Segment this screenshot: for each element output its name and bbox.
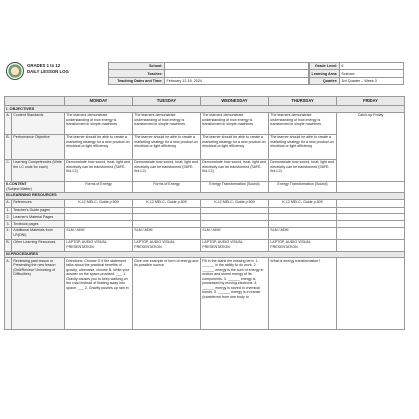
references-row xyxy=(5,199,405,207)
competencies-thursday: Demonstrate how sound, heat, light and electricity can be transformed (S6FE-IIId-f-2) xyxy=(269,159,337,181)
content-thursday: Energy Transformation (Sound) xyxy=(269,181,337,192)
other-resources-row xyxy=(5,239,405,251)
additional-materials-monday: SLM / ADM xyxy=(65,227,133,239)
teacher-value xyxy=(165,70,309,77)
performance-wednesday: The learner should be able to create a marketing strategy for a new product on electrical or light efficiency xyxy=(201,134,269,159)
references-wednesday: K-12 MELC- Guide p.509 xyxy=(201,199,269,207)
tg-pages-tuesday xyxy=(133,207,201,214)
tg-pages-label: Teacher's Guide pages xyxy=(12,207,65,214)
day-header-tuesday: TUESDAY xyxy=(133,97,201,106)
content-standards-row xyxy=(5,112,405,134)
additional-materials-thursday: SLM / ADM xyxy=(269,227,337,239)
content-friday xyxy=(337,181,405,192)
school-value xyxy=(165,63,309,70)
procedures-section-row xyxy=(5,251,405,258)
other-resources-letter: B. xyxy=(5,239,12,251)
lm-pages-friday xyxy=(337,214,405,221)
additional-materials-friday xyxy=(337,227,405,239)
content-label-cell xyxy=(5,181,65,192)
content-standards-letter: A. xyxy=(5,112,12,134)
header-right-table xyxy=(309,62,404,85)
school-label: School: xyxy=(109,63,165,70)
lm-pages-wednesday xyxy=(201,214,269,221)
references-monday: K-12 MELC- Guide p.509 xyxy=(65,199,133,207)
competencies-label: Learning Competencies (Write the LC code for each) xyxy=(12,159,65,181)
performance-thursday: The learner should be able to create a marketing strategy for a new product on electrical or light efficiency xyxy=(269,134,337,159)
content-tuesday: Forms of Energy xyxy=(133,181,201,192)
other-resources-thursday: LAPTOP, AUDIO VISUAL PRESENTATION xyxy=(269,239,337,251)
lm-pages-row xyxy=(5,214,405,221)
area-label: Learning Area: xyxy=(311,71,338,76)
review-thursday: What is energy transformation? xyxy=(269,258,337,330)
review-friday xyxy=(337,258,405,330)
log-title: DAILY LESSON LOG xyxy=(27,69,69,74)
day-header-monday: MONDAY xyxy=(65,97,133,106)
content-standards-monday: The learners demonstrate understanding of how energy is transformed in simple machines xyxy=(65,112,133,134)
day-header-row xyxy=(5,97,405,106)
other-resources-wednesday: LAPTOP, AUDIO VISUAL PRESENTATION xyxy=(201,239,269,251)
textbook-pages-tuesday xyxy=(133,220,201,227)
competencies-monday: Demonstrate how sound, heat, light and electricity can be transformed (S6FE-IIId-f-2) xyxy=(65,159,133,181)
log-title-block xyxy=(27,63,69,75)
school-title: GRADES 1 to 12 xyxy=(27,63,61,68)
review-monday: Directions: Choose G if the statement talks about the practical benefits of gravity; otherwise, choose B. Write your answer on the space provided. ___ 1. Gravity causes you to keep walking on the road instead of floating away into space. ___ 2. Gravity pushes up rain in xyxy=(65,258,133,330)
tg-pages-wednesday xyxy=(201,207,269,214)
grade-label: Grade Level: xyxy=(310,63,340,70)
other-resources-friday xyxy=(337,239,405,251)
day-header-friday: FRIDAY xyxy=(337,97,405,106)
content-wednesday: Energy Transformation (Sound) xyxy=(201,181,269,192)
content-standards-label: Content Standards xyxy=(12,112,65,134)
quarter-value: 3rd Quarter – Week 3 xyxy=(339,77,403,84)
competencies-letter: C. xyxy=(5,159,12,181)
corner-cell xyxy=(5,97,65,106)
lm-pages-bullet: 2. xyxy=(6,214,10,219)
lm-pages-label: Learner's Material Pages xyxy=(12,214,65,221)
other-resources-monday: LAPTOP, AUDIO VISUAL PRESENTATION xyxy=(65,239,133,251)
dates-label: Teaching Dates and Time: xyxy=(109,77,165,84)
references-label: References xyxy=(12,199,65,207)
grade-value: 6 xyxy=(339,63,403,70)
content-sublabel: (Subject Matter) xyxy=(6,186,32,191)
tg-pages-friday xyxy=(337,207,405,214)
header-left-table xyxy=(108,62,309,85)
objectives-section-row xyxy=(5,106,405,113)
content-standards-tuesday: The learners demonstrate understanding of how energy is transformed in simple machines xyxy=(133,112,201,134)
textbook-pages-row xyxy=(5,220,405,227)
tg-pages-bullet: 1. xyxy=(6,208,10,213)
resources-heading: III.LEARNING RESOURCES xyxy=(5,192,405,199)
competencies-wednesday: Demonstrate how sound, heat, light and electricity can be transformed (S6FE-IIId-f-2) xyxy=(201,159,269,181)
additional-materials-row xyxy=(5,227,405,239)
review-row xyxy=(5,258,405,330)
textbook-pages-wednesday xyxy=(201,220,269,227)
performance-tuesday: The learner should be able to create a marketing strategy for a new product on electrical or light efficiency xyxy=(133,134,201,159)
performance-letter: B. xyxy=(5,134,12,159)
content-monday: Forms of Energy xyxy=(65,181,133,192)
deped-seal-icon xyxy=(6,62,24,80)
content-label: II.CONTENT xyxy=(6,182,27,187)
other-resources-label: Other Learning Resources xyxy=(12,239,65,251)
area-value: Science xyxy=(339,70,403,77)
review-label: Reviewing past lesson or Presenting the new lesson (Drill/Review/ Unlocking of Difficulties) xyxy=(12,258,65,330)
content-standards-wednesday: The learners demonstrate understanding of how energy is transformed in simple machines xyxy=(201,112,269,134)
lesson-log-table xyxy=(4,96,405,330)
resources-section-row xyxy=(5,192,405,199)
additional-materials-wednesday: SLM / ADM xyxy=(201,227,269,239)
performance-monday: The learner should be able to create a marketing strategy for a new product on electrical or light efficiency xyxy=(65,134,133,159)
tg-pages-monday xyxy=(65,207,133,214)
performance-label: Performance Objective xyxy=(12,134,65,159)
additional-materials-bullet: 4. xyxy=(5,227,12,239)
tg-pages-thursday xyxy=(269,207,337,214)
lm-pages-thursday xyxy=(269,214,337,221)
dates-value: February 12-16, 2024 xyxy=(165,77,309,84)
objectives-heading: I. OBJECTIVES xyxy=(5,106,405,113)
review-wednesday: Fill in the blank the missing term. 1. ______ is the ability to do work. 2. ______ energy is the sum of energy in motion and stored energy of its components. 3. ______ energy is possessed by moving electrons. 4. ______ energy is stored in chemical bonds. 5. ______ energy is in transit (transferred from one body to xyxy=(201,258,269,330)
lm-pages-monday xyxy=(65,214,133,221)
references-letter: A. xyxy=(5,199,12,207)
textbook-pages-monday xyxy=(65,220,133,227)
competencies-tuesday: Demonstrate how sound, heat, light and electricity can be transformed (S6FE-IIId-f-2) xyxy=(133,159,201,181)
textbook-pages-thursday xyxy=(269,220,337,227)
content-row xyxy=(5,181,405,192)
content-standards-thursday: The learners demonstrate understanding of how energy is transformed in simple machines xyxy=(269,112,337,134)
lm-pages-tuesday xyxy=(133,214,201,221)
teacher-label: Teacher: xyxy=(109,70,165,77)
textbook-pages-friday xyxy=(337,220,405,227)
references-friday xyxy=(337,199,405,207)
review-tuesday: Give one example of form of energy and its possible source. xyxy=(133,258,201,330)
review-letter: A. xyxy=(5,258,12,330)
additional-materials-label: Additional Materials from LR(DNI) xyxy=(12,227,65,239)
quarter-label: Quarter: xyxy=(310,77,340,84)
tg-pages-row xyxy=(5,207,405,214)
references-tuesday: K-12 MELC- Guide p.509 xyxy=(133,199,201,207)
day-header-thursday: THURSDAY xyxy=(269,97,337,106)
additional-materials-tuesday: SLM / ADM xyxy=(133,227,201,239)
references-thursday: K-12 MELC- Guide p.509 xyxy=(269,199,337,207)
textbook-pages-label: Textbook pages xyxy=(12,220,65,227)
friday-catch-up-cell: Catch-up Friday xyxy=(337,112,405,181)
other-resources-tuesday: LAPTOP, AUDIO VISUAL PRESENTATION xyxy=(133,239,201,251)
textbook-pages-bullet: 3. xyxy=(6,221,10,226)
day-header-wednesday: WEDNESDAY xyxy=(201,97,269,106)
procedures-heading: III.PROCEDURES xyxy=(5,251,405,258)
